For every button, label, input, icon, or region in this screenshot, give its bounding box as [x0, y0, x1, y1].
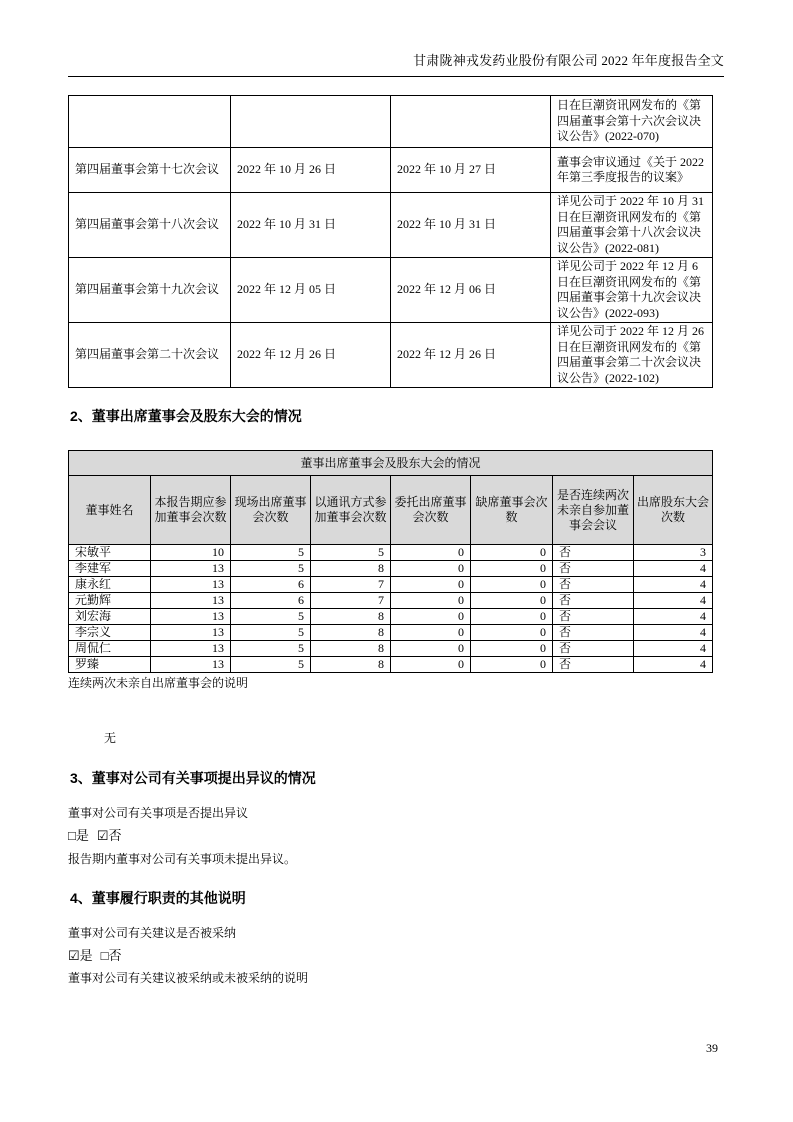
- attendance-cell: 8: [311, 641, 391, 657]
- attendance-cell: 0: [391, 641, 471, 657]
- meeting-cell: 第四届董事会第十八次会议: [69, 193, 231, 258]
- attendance-cell: 3: [634, 545, 713, 561]
- attendance-cell: 否: [553, 561, 634, 577]
- attendance-cell: 4: [634, 641, 713, 657]
- table-row: [69, 577, 713, 593]
- section3-heading: 3、董事对公司有关事项提出异议的情况: [70, 770, 316, 786]
- table-row: [69, 148, 713, 193]
- attendance-cell: 10: [151, 545, 231, 561]
- attendance-cell: 13: [151, 625, 231, 641]
- attendance-cell: 0: [471, 545, 553, 561]
- attendance-cell: 0: [471, 577, 553, 593]
- attendance-cell: 5: [231, 625, 311, 641]
- meeting-cell: 日在巨潮资讯网发布的《第四届董事会第十六次会议决议公告》(2022-070): [551, 96, 713, 148]
- attendance-cell: 否: [553, 641, 634, 657]
- attendance-cell: 13: [151, 577, 231, 593]
- attendance-cell: 4: [634, 657, 713, 673]
- table-row: [69, 193, 713, 258]
- attendance-cell: 罗臻: [69, 657, 151, 673]
- attendance-table-body: [69, 545, 713, 673]
- table-row: [69, 609, 713, 625]
- attendance-cell: 0: [391, 577, 471, 593]
- attendance-cell: 0: [471, 593, 553, 609]
- attendance-cell: 5: [231, 561, 311, 577]
- board-meetings-table-body: [69, 96, 713, 388]
- report-title: 甘肃陇神戎发药业股份有限公司 2022 年年度报告全文: [413, 53, 724, 68]
- column-header: 董事姓名: [69, 476, 151, 545]
- attendance-cell: 0: [471, 625, 553, 641]
- attendance-cell: 康永红: [69, 577, 151, 593]
- attendance-cell: 0: [471, 561, 553, 577]
- attendance-title-row: [69, 451, 713, 476]
- attendance-cell: 13: [151, 593, 231, 609]
- table-row: [69, 96, 713, 148]
- attendance-table: [68, 450, 713, 673]
- table-row: [69, 657, 713, 673]
- table-row: [69, 323, 713, 388]
- attendance-cell: 7: [311, 593, 391, 609]
- meeting-cell: 第四届董事会第二十次会议: [69, 323, 231, 388]
- attendance-cell: 0: [391, 609, 471, 625]
- meeting-cell: 详见公司于 2022 年 12 月 6 日在巨潮资讯网发布的《第四届董事会第十九次会议决议公告》(2022-093): [551, 258, 713, 323]
- suggestion-question: 董事对公司有关建议是否被采纳: [68, 926, 237, 940]
- attendance-cell: 0: [391, 561, 471, 577]
- attendance-cell: 宋敏平: [69, 545, 151, 561]
- objection-answer: 报告期内董事对公司有关事项未提出异议。: [68, 852, 297, 866]
- attendance-cell: 8: [311, 657, 391, 673]
- attendance-header-row: [69, 476, 713, 545]
- attendance-cell: 13: [151, 657, 231, 673]
- meeting-cell: 2022 年 10 月 27 日: [391, 148, 551, 193]
- page-header: [68, 50, 724, 77]
- table-row: [69, 593, 713, 609]
- column-header: 出席股东大会次数: [634, 476, 713, 545]
- meeting-cell: 2022 年 12 月 26 日: [231, 323, 391, 388]
- attendance-cell: 0: [471, 641, 553, 657]
- absence-note-label: 连续两次未亲自出席董事会的说明: [68, 676, 249, 690]
- attendance-cell: 李建军: [69, 561, 151, 577]
- absence-note-value: 无: [104, 731, 117, 745]
- meeting-cell: 董事会审议通过《关于 2022 年第三季度报告的议案》: [551, 148, 713, 193]
- attendance-cell: 4: [634, 561, 713, 577]
- meeting-cell: 2022 年 10 月 31 日: [391, 193, 551, 258]
- attendance-cell: 周侃仁: [69, 641, 151, 657]
- suggestion-yes-checkbox: ☑是: [68, 948, 93, 963]
- meeting-cell: [391, 96, 551, 148]
- suggestion-checkbox-line: [68, 948, 122, 963]
- attendance-cell: 13: [151, 561, 231, 577]
- attendance-cell: 4: [634, 577, 713, 593]
- column-header: 以通讯方式参加董事会次数: [311, 476, 391, 545]
- attendance-cell: 0: [391, 657, 471, 673]
- column-header: 委托出席董事会次数: [391, 476, 471, 545]
- attendance-cell: 否: [553, 657, 634, 673]
- column-header: 现场出席董事会次数: [231, 476, 311, 545]
- section2-heading: 2、董事出席董事会及股东大会的情况: [70, 408, 302, 424]
- attendance-cell: 李宗义: [69, 625, 151, 641]
- meeting-cell: 详见公司于 2022 年 12 月 26 日在巨潮资讯网发布的《第四届董事会第二十次会议决议公告》(2022-102): [551, 323, 713, 388]
- attendance-cell: 6: [231, 593, 311, 609]
- meeting-cell: [231, 96, 391, 148]
- attendance-cell: 0: [391, 545, 471, 561]
- attendance-cell: 4: [634, 625, 713, 641]
- suggestion-note: 董事对公司有关建议被采纳或未被采纳的说明: [68, 971, 309, 985]
- table-row: [69, 641, 713, 657]
- attendance-cell: 0: [471, 609, 553, 625]
- attendance-cell: 0: [391, 625, 471, 641]
- column-header: 是否连续两次未亲自参加董事会会议: [553, 476, 634, 545]
- meeting-cell: 2022 年 12 月 06 日: [391, 258, 551, 323]
- attendance-cell: 6: [231, 577, 311, 593]
- attendance-cell: 8: [311, 561, 391, 577]
- meeting-cell: 第四届董事会第十九次会议: [69, 258, 231, 323]
- attendance-cell: 否: [553, 609, 634, 625]
- table-row: [69, 561, 713, 577]
- column-header: 本报告期应参加董事会次数: [151, 476, 231, 545]
- objection-no-checkbox: ☑否: [96, 828, 122, 843]
- meeting-cell: 2022 年 10 月 26 日: [231, 148, 391, 193]
- meeting-cell: [69, 96, 231, 148]
- attendance-cell: 否: [553, 545, 634, 561]
- table-row: [69, 545, 713, 561]
- objection-question: 董事对公司有关事项是否提出异议: [68, 806, 249, 820]
- attendance-cell: 0: [391, 593, 471, 609]
- table-row: [69, 625, 713, 641]
- board-meetings-table: [68, 95, 713, 388]
- attendance-cell: 7: [311, 577, 391, 593]
- table-row: [69, 258, 713, 323]
- meeting-cell: 第四届董事会第十七次会议: [69, 148, 231, 193]
- attendance-cell: 5: [231, 545, 311, 561]
- attendance-cell: 13: [151, 609, 231, 625]
- objection-checkbox-line: [68, 828, 122, 843]
- attendance-cell: 否: [553, 577, 634, 593]
- attendance-cell: 0: [471, 657, 553, 673]
- objection-yes-checkbox: □是: [68, 828, 89, 843]
- suggestion-no-checkbox: □否: [100, 948, 122, 963]
- attendance-cell: 刘宏海: [69, 609, 151, 625]
- attendance-cell: 13: [151, 641, 231, 657]
- section4-heading: 4、董事履行职责的其他说明: [70, 890, 246, 906]
- attendance-table-title: 董事出席董事会及股东大会的情况: [69, 451, 713, 476]
- meeting-cell: 详见公司于 2022 年 10 月 31 日在巨潮资讯网发布的《第四届董事会第十八次会议决议公告》(2022-081): [551, 193, 713, 258]
- attendance-cell: 8: [311, 625, 391, 641]
- attendance-cell: 否: [553, 593, 634, 609]
- meeting-cell: 2022 年 10 月 31 日: [231, 193, 391, 258]
- meeting-cell: 2022 年 12 月 05 日: [231, 258, 391, 323]
- attendance-cell: 5: [231, 641, 311, 657]
- page-number: 39: [706, 1041, 718, 1055]
- attendance-cell: 5: [231, 609, 311, 625]
- attendance-cell: 4: [634, 593, 713, 609]
- attendance-cell: 元勤辉: [69, 593, 151, 609]
- meeting-cell: 2022 年 12 月 26 日: [391, 323, 551, 388]
- attendance-cell: 4: [634, 609, 713, 625]
- attendance-cell: 否: [553, 625, 634, 641]
- attendance-cell: 8: [311, 609, 391, 625]
- attendance-table-head: [69, 451, 713, 545]
- attendance-cell: 5: [231, 657, 311, 673]
- attendance-cell: 5: [311, 545, 391, 561]
- column-header: 缺席董事会次数: [471, 476, 553, 545]
